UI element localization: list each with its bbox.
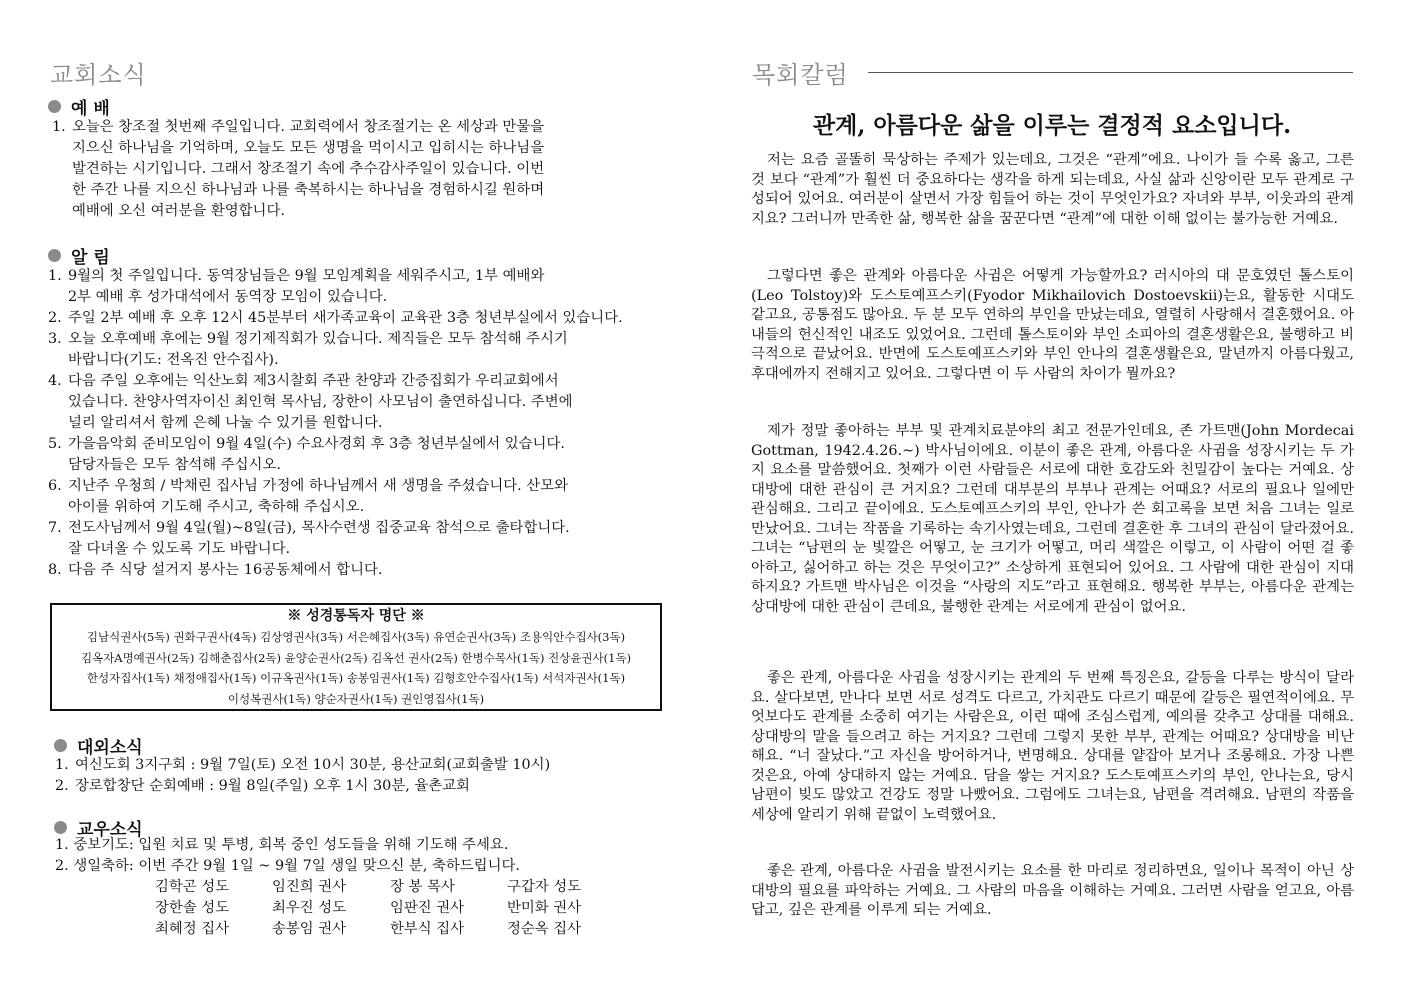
column-paragraph: 제가 정말 좋아하는 부부 및 관계치료분야의 최고 전문가인데요, 존 가트맨(John Mordecai Gottman, 1942.4.26.~) 박사님이에요. 이분이 좋은 관계, 아름다운 사귐을 성장시키는 두 가지 요소를 말씀했어요. 첫째가 이런 사람들은 서로에 대한 호감도와 친밀감이 높다는 거예요. 상대방에 대한 관심이 큰 거지요? 그런데 대부분의 부부나 관계는 어때요? 서로의 필요나 일에만 관심해요. 그리고 끝이에요. 도스토예프스키의 부인, 안나가 쓴 회고록을 보면 처음 그녀는 일로 만났어요. 그녀는 작품을 기록하는 속기사였는데요, 그런데 결혼한 후 그녀의 관심이 달라졌어요. 그녀는 “남편의 눈 빛깔은 어떻고, 눈 크기가 어떻고, 머리 색깔은 이렇고, 이 사람이 어떤 걸 좋아하고, 싫어하고 하는 것은 무엇이고?” 소상하게 표현되어 있어요. 그 사람에 대한 관심이 지대하지요? 가트맨 박사님은 이것을 “사랑의 지도”라고 표현해요. 행복한 부부는, 아름다운 관계는 상대방에 대한 관심이 큰데요, 불행한 관계는 서로에게 관심이 없어요. <box>751 423 1354 615</box>
list-item: 2. 장로합창단 순회예배 : 9월 8일(주일) 오후 1시 30분, 율촌교회 <box>55 778 470 794</box>
worship-heading <box>48 94 110 119</box>
members-news-heading-label: 교우소식 <box>77 820 143 840</box>
list-item: 3. 오늘 오후예배 후에는 9월 정기제직회가 있습니다. 제직들은 모두 참석해 주시기 바랍니다(기도: 전옥진 안수집사). <box>48 331 568 368</box>
list-item: 5. 가을음악회 준비모임이 9월 4일(수) 수요사경회 후 3층 청년부실에서 있습니다. 담당자들은 모두 참석해 주십시오. <box>48 436 565 473</box>
prayer-request: 1. 중보기도: 입원 치료 및 투병, 회복 중인 성도들을 위해 기도해 주세요. <box>55 837 509 853</box>
section-title-pastor-column: 목회칼럼 <box>752 61 849 89</box>
birthday-name: 정순옥 집사 <box>507 921 582 937</box>
bible-readers-line: 이성복권사(1독) 양순자권사(1독) 권인영집사(1독) <box>227 691 485 706</box>
bullet-icon <box>48 100 61 113</box>
column-paragraph: 좋은 관계, 아름다운 사귐을 발전시키는 요소를 한 마리로 정리하면요, 일이나 목적이 아닌 상대방의 필요를 파악하는 거예요. 그 사람의 마음을 이해하는 거예요. 그러면 사람을 얻고요, 아름답고, 깊은 관계를 이루게 되는 거예요. <box>751 863 1354 918</box>
birthday-name: 최우진 성도 <box>272 900 347 916</box>
bible-readers-title: ※ 성경통독자 명단 ※ <box>287 608 425 624</box>
external-news-heading-label: 대외소식 <box>77 738 143 758</box>
birthday-greeting: 2. 생일축하: 이번 주간 9월 1일 ~ 9월 7일 생일 맞으신 분, 축하드립니다. <box>55 858 520 874</box>
birthday-name: 장 봉 목사 <box>390 879 455 895</box>
prayer-label: 중보기도: <box>73 837 134 853</box>
bible-readers-line: 한성자집사(1독) 채정애집사(1독) 이규옥권사(1독) 송봉임권사(1독) 김형호안수집사(1독) 서석자권사(1독) <box>86 671 626 685</box>
notice-list <box>48 266 662 581</box>
birthday-name: 구갑자 성도 <box>507 879 582 895</box>
list-item: 1. 9월의 첫 주일입니다. 동역장님들은 9월 모임계획을 세워주시고, 1부 예배와 2부 예배 후 성가대석에서 동역장 모임이 있습니다. <box>48 268 545 305</box>
birthday-name: 장한솔 성도 <box>155 900 230 916</box>
bullet-icon <box>48 249 61 262</box>
external-news-list <box>55 755 660 797</box>
worship-heading-label: 예 배 <box>71 99 110 119</box>
birthday-name: 한부식 집사 <box>390 921 465 937</box>
birthday-names-grid <box>155 877 617 940</box>
list-item: 1. 오늘은 창조절 첫번째 주일입니다. 교회력에서 창조절기는 온 세상과 만물을 지으신 하나님을 기억하며, 오늘도 모든 생명을 먹이시고 입히시는 하나님을 발견하는 시기입니다. 그래서 창조절기 속에 추수감사주일이 있습니다. 이번 한 주간 나를 지으신 하나님과 나를 축복하시는 하나님을 경험하시길 원하며 예배에 오신 여러분을 환영합니다. <box>52 119 545 219</box>
list-item: 2. 주일 2부 예배 후 오후 12시 45분부터 새가족교육이 교육관 3층 청년부실에서 있습니다. <box>48 310 623 326</box>
list-item: 7. 전도사님께서 9월 4일(월)~8일(금), 목사수련생 집중교육 참석으로 출타합니다. 잘 다녀올 수 있도록 기도 바랍니다. <box>48 520 570 557</box>
bible-readers-box <box>50 603 662 711</box>
bible-readers-line: 김남식권사(5독) 권화구권사(4독) 김상영권사(3독) 서은혜집사(3독) 유연순권사(3독) 조용익안수집사(3독) <box>86 630 626 644</box>
birthday-name: 임진희 권사 <box>272 879 347 895</box>
birthday-name: 최혜정 집사 <box>155 921 230 937</box>
birthday-name: 김학곤 성도 <box>155 879 230 895</box>
title-rule <box>868 72 1353 73</box>
birthday-name: 임판진 권사 <box>390 900 465 916</box>
worship-list <box>52 117 662 222</box>
notice-heading-label: 알 림 <box>71 248 110 268</box>
bible-readers-line: 김옥자A명예권사(2독) 김해춘집사(2독) 윤양순권사(2독) 김옥선 권사(2독) 한병수목사(1독) 진상윤권사(1독) <box>80 650 632 665</box>
column-paragraph: 좋은 관계, 아름다운 사귐을 성장시키는 관계의 두 번째 특징은요, 갈등을 다루는 방식이 달라요. 살다보면, 만나다 보면 서로 성격도 다르고, 가치관도 다르기 때문에 갈등은 필연적이에요. 무엇보다도 관계를 소중히 여기는 사람은요, 이런 때에 조심스럽게, 예의를 갖추고 상대를 대해요. 상대방의 말을 들으려고 하는 거지요? 그런데 그렇지 못한 부부, 관계는 어때요? 상대방을 비난해요. “너 잘났다.”고 자신을 방어하거나, 변명해요. 상대를 얕잡아 보거나 조롱해요. 가장 나쁜 것은요, 아예 상대하지 않는 거예요. 담을 쌓는 거지요? 도스토예프스키의 부인, 안나는요, 당시 남편이 빚도 많았고 건강도 정말 나빴어요. 그럼에도 그녀는요, 남편을 격려해요. 남편의 작품을 세상에 알리기 위해 끝없이 노력했어요. <box>751 670 1354 823</box>
notice-heading <box>48 243 110 268</box>
list-item: 6. 지난주 우청희 / 박채린 집사님 가정에 하나님께서 새 생명을 주셨습니다. 산모와 아이를 위하여 기도해 주시고, 축하해 주십시오. <box>48 478 569 515</box>
column-paragraph: 저는 요즘 골똘히 묵상하는 주제가 있는데요, 그것은 “관계”에요. 나이가 들 수록 옳고, 그른 것 보다 “관계”가 훨씬 더 중요하다는 생각을 하게 되는데요, 사실 삶과 신앙이란 모두 관계로 구성되어 있어요. 여러분이 살면서 가장 힘들어 하는 것이 무엇인가요? 자녀와 부부, 이웃과의 관계지요? 그러니까 만족한 삶, 행복한 삶을 꿈꾼다면 “관계”에 대한 이해 없이는 불가능한 거예요. <box>751 152 1354 227</box>
list-item: 8. 다음 주 식당 설거지 봉사는 16공동체에서 합니다. <box>48 562 383 578</box>
list-item: 1. 여신도회 3지구회 : 9월 7일(토) 오전 10시 30분, 용산교회(교회출발 10시) <box>55 757 551 773</box>
birthday-name: 반미화 권사 <box>507 900 582 916</box>
birthday-label: 생일축하: <box>73 858 134 874</box>
birthday-name: 송봉임 권사 <box>272 921 347 937</box>
column-paragraph: 그렇다면 좋은 관계와 아름다운 사귐은 어떻게 가능할까요? 러시아의 대 문호였던 톨스토이(Leo Tolstoy)와 도스토예프스키(Fyodor Mikhailovich Dostoevskii)는요, 활동한 시대도 같고요, 공통점도 많아요. 두 분 모두 연하의 부인을 만났는데요, 열렬히 사랑해서 결혼했어요. 아내들의 헌신적인 내조도 있었어요. 그런데 톨스토이와 부인 소피아의 결혼생활은요, 불행하고 비극적으로 끝났어요. 반면에 도스토예프스키와 부인 안나의 결혼생활은요, 말년까지 아름다웠고, 후대에까지 전해지고 있어요. 그렇다면 이 두 사람의 차이가 뭘까요? <box>751 268 1354 382</box>
bullet-icon <box>54 821 67 834</box>
list-item: 4. 다음 주일 오후에는 익산노회 제3시찰회 주관 찬양과 간증집회가 우리교회에서 있습니다. 찬양사역자이신 최인혁 목사님, 장한이 사모님이 출연하십니다. 주변에 널리 알리셔서 함께 은혜 나눌 수 있기를 원합니다. <box>48 373 573 431</box>
section-title-church-news: 교회소식 <box>50 61 147 89</box>
column-title: 관계, 아름다운 삶을 이루는 결정적 요소입니다. <box>812 112 1292 139</box>
bullet-icon <box>54 739 67 752</box>
